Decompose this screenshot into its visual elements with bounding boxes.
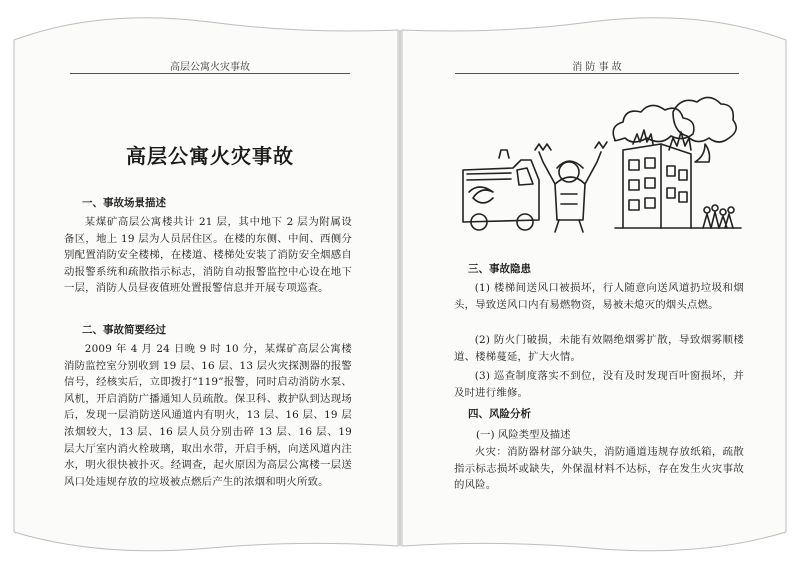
- hazard-item-3: (3) 巡查制度落实不到位，没有及时发现百叶窗损坏，并及时进行维修。: [454, 370, 744, 399]
- running-head-left: 高层公寓火灾事故: [170, 62, 250, 73]
- hazard-item-1: (1) 楼梯间送风口被损坏，行人随意向送风道扔垃圾和烟头，导致送风口内有易燃物资，易被未熄灭的烟头点燃。: [454, 282, 744, 311]
- section-heading-2: 二、事故简要经过: [82, 324, 166, 336]
- risk-description: 火灾：消防器材部分缺失，消防通道违规存放纸箱，疏散指示标志损坏或缺失，外保温材料不达标，存在发生火灾事故的风险。: [454, 446, 744, 492]
- section-text-1: 某煤矿高层公寓楼共计 21 层，其中地下 2 层为附属设备区，地上 19 层为人员居住区。在楼的东侧、中间、西侧分别配置消防安全楼梯，在楼道、楼梯处安装了消防安全烟感自动报警系统和疏散指示标志，消防自动报警监控中心设在地下一层，消防人员昼夜值班处置报警信息并开展专项巡查。: [64, 216, 352, 295]
- section-text-2: 2009 年 4 月 24 日晚 9 时 10 分，某煤矿高层公寓楼消防监控室分别收到 19 层、16 层、13 层火灾探测器的报警信号，经核实后，立即拨打“119”报警，同时启动消防水泵、风机，开启消防广播通知人员疏散。保卫科、救护队到达现场后，发现一层消防送风通道内有明火，13 层、16 层、19 层浓烟较大，13 层、16 层人员分别击碎 13 层、16 层、19 层大厅室内消火栓玻璃，取出水带，开启手柄，向送风道内注水，明火很快被扑灭。经调查，起火原因为高层公寓楼一层送风口处违规存放的垃圾被点燃后产生的浓烟和明火所致。: [64, 343, 352, 488]
- header-rule-right: [455, 73, 739, 74]
- fire-scene-illustration: [455, 88, 745, 236]
- hazard-item-2: (2) 防火门破损，未能有效隔绝烟雾扩散，导致烟雾顺楼道、楼梯蔓延，扩大火情。: [454, 334, 744, 363]
- section-heading-1: 一、事故场景描述: [82, 197, 166, 209]
- header-rule-left: [70, 73, 350, 74]
- page-title: 高层公寓火灾事故: [126, 144, 294, 168]
- subsection-heading: (一) 风险类型及描述: [476, 429, 571, 441]
- section-heading-3: 三、事故隐患: [468, 263, 531, 275]
- section-heading-4: 四、风险分析: [468, 408, 531, 420]
- running-head-right: 消 防 事 故: [572, 62, 622, 73]
